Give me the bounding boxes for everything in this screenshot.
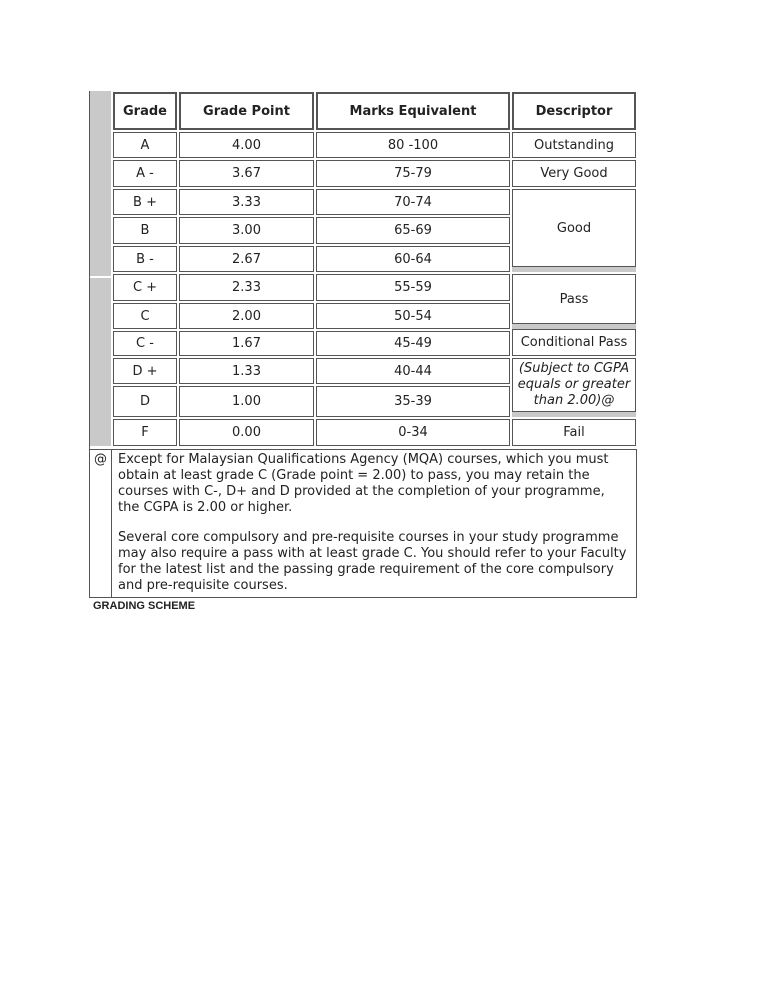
descriptor-pass: Pass (512, 274, 636, 324)
marks-cell: 50-54 (316, 303, 510, 329)
grade-cell: A (113, 132, 177, 158)
grade-point-cell: 1.33 (179, 358, 314, 384)
grade-point-cell: 1.67 (179, 331, 314, 356)
descriptor-separator (512, 412, 636, 417)
grade-cell: A - (113, 160, 177, 187)
descriptor-good: Good (512, 189, 636, 267)
grade-point-cell: 0.00 (179, 419, 314, 446)
figure-caption: GRADING SCHEME (93, 600, 196, 612)
marks-cell: 55-59 (316, 274, 510, 301)
footnote-paragraph-2: Several core compulsory and pre-requisite courses in your study programme may also require a pass with at least grade C. You should refer to your Faculty for the latest list and the passing grade requirement of the core compulsory and pre-requisite courses. (118, 530, 627, 593)
grade-cell: C + (113, 274, 177, 301)
grade-cell: C (113, 303, 177, 329)
header-grade-point: Grade Point (179, 92, 314, 130)
marks-cell: 65-69 (316, 217, 510, 244)
marks-cell: 35-39 (316, 386, 510, 417)
footnote-symbol: @ (94, 452, 107, 467)
table-side-bar-bottom (90, 278, 111, 446)
descriptor-very-good: Very Good (512, 160, 636, 187)
marks-cell: 70-74 (316, 189, 510, 215)
header-grade: Grade (113, 92, 177, 130)
grade-cell: F (113, 419, 177, 446)
marks-cell: 0-34 (316, 419, 510, 446)
descriptor-conditional-pass: Conditional Pass (512, 329, 636, 356)
descriptor-subject-to-cgpa: (Subject to CGPA equals or greater than 2.00)@ (512, 358, 636, 412)
descriptor-separator (512, 267, 636, 272)
footnote-paragraph-1: Except for Malaysian Qualifications Agency (MQA) courses, which you must obtain at least grade C (Grade point = 2.00) to pass, you may retain the courses with C-, D+ and D provided at the completion of your programme, the CGPA is 2.00 or higher. (118, 452, 609, 515)
footnote-divider (111, 449, 112, 598)
grade-point-cell: 2.67 (179, 246, 314, 272)
grade-cell: D + (113, 358, 177, 384)
header-marks-equivalent: Marks Equivalent (316, 92, 510, 130)
grade-cell: B (113, 217, 177, 244)
grade-cell: B + (113, 189, 177, 215)
grade-point-cell: 3.33 (179, 189, 314, 215)
marks-cell: 60-64 (316, 246, 510, 272)
table-side-bar-top (90, 91, 111, 276)
grade-point-cell: 3.00 (179, 217, 314, 244)
marks-cell: 80 -100 (316, 132, 510, 158)
grade-cell: D (113, 386, 177, 417)
marks-cell: 45-49 (316, 331, 510, 356)
marks-cell: 75-79 (316, 160, 510, 187)
descriptor-fail: Fail (512, 419, 636, 446)
grade-cell: B - (113, 246, 177, 272)
grade-point-cell: 1.00 (179, 386, 314, 417)
header-descriptor: Descriptor (512, 92, 636, 130)
grade-point-cell: 3.67 (179, 160, 314, 187)
grade-cell: C - (113, 331, 177, 356)
grade-point-cell: 4.00 (179, 132, 314, 158)
descriptor-outstanding: Outstanding (512, 132, 636, 158)
marks-cell: 40-44 (316, 358, 510, 384)
grade-point-cell: 2.33 (179, 274, 314, 301)
grade-point-cell: 2.00 (179, 303, 314, 329)
